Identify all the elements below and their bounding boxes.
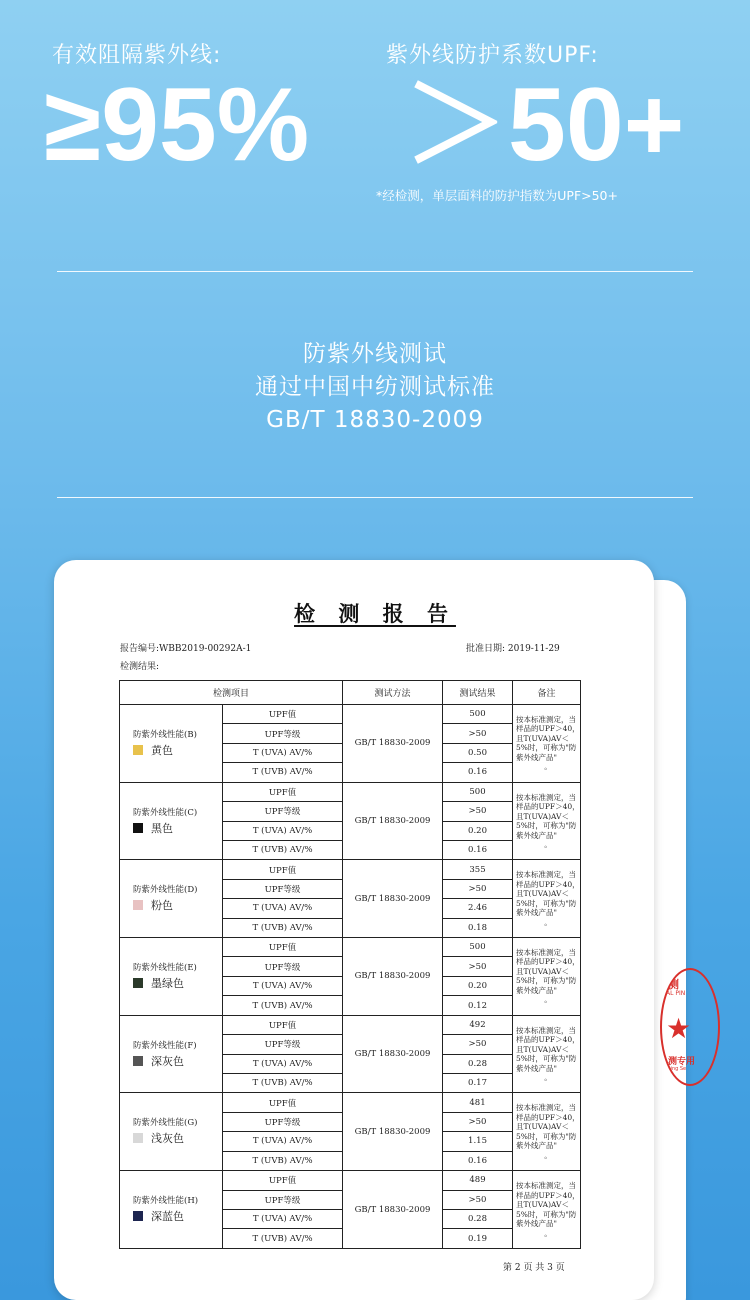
color-swatch bbox=[133, 1056, 143, 1066]
test-result: >50 bbox=[443, 879, 513, 898]
test-result: 492 bbox=[443, 1015, 513, 1034]
table-row bbox=[120, 1093, 581, 1112]
color-swatch bbox=[133, 1211, 143, 1221]
sub-item: T (UVB) AV/% bbox=[223, 763, 343, 782]
color-name: 黑色 bbox=[151, 821, 173, 835]
test-result: 489 bbox=[443, 1171, 513, 1190]
table-row bbox=[120, 860, 581, 879]
color-name: 墨绿色 bbox=[151, 976, 184, 990]
remark-cell bbox=[513, 938, 581, 1016]
page-number: 第 2 页 共 3 页 bbox=[503, 1263, 565, 1273]
color-name: 浅灰色 bbox=[151, 1132, 184, 1146]
test-result: 0.16 bbox=[443, 1151, 513, 1170]
sub-item: UPF值 bbox=[223, 1093, 343, 1112]
test-result: 500 bbox=[443, 938, 513, 957]
test-result: >50 bbox=[443, 1112, 513, 1131]
remark-tail: 。 bbox=[544, 762, 552, 772]
table-row bbox=[120, 1171, 581, 1190]
star-icon: ★ bbox=[666, 1012, 692, 1045]
sample-label: 防紫外线性能(D) bbox=[133, 885, 198, 896]
red-seal-stamp: 测 AL PIN ★ 测专用 sting Se bbox=[660, 968, 720, 1086]
test-result: 0.19 bbox=[443, 1229, 513, 1249]
report-title: 检 测 报 告 bbox=[294, 601, 456, 626]
report-date: 批准日期: 2019-11-29 bbox=[466, 644, 560, 654]
remark-tail: 。 bbox=[544, 1228, 552, 1238]
sub-item: UPF值 bbox=[223, 1171, 343, 1190]
remark-cell bbox=[513, 705, 581, 783]
header-method: 测试方法 bbox=[343, 681, 443, 705]
test-standard: 通过中国中纺测试标准 bbox=[255, 374, 495, 400]
uv-block-label: 有效阻隔紫外线: bbox=[52, 43, 222, 68]
remark-tail: 。 bbox=[544, 917, 552, 927]
sample-label-cell bbox=[120, 938, 223, 1016]
test-result: 0.17 bbox=[443, 1074, 513, 1093]
upf-label: 紫外线防护系数UPF: bbox=[386, 43, 599, 68]
sub-item: UPF值 bbox=[223, 1015, 343, 1034]
color-name: 深蓝色 bbox=[151, 1210, 184, 1224]
sub-item: T (UVB) AV/% bbox=[223, 918, 343, 937]
uv-block-value: ≥95% bbox=[44, 67, 310, 183]
test-result: 500 bbox=[443, 705, 513, 724]
test-result: 0.50 bbox=[443, 743, 513, 762]
sub-item: UPF值 bbox=[223, 860, 343, 879]
divider-bottom bbox=[57, 497, 693, 498]
header-item: 检测项目 bbox=[120, 681, 343, 705]
test-method: GB/T 18830-2009 bbox=[343, 705, 443, 783]
sample-label: 防紫外线性能(H) bbox=[133, 1196, 199, 1207]
test-method: GB/T 18830-2009 bbox=[343, 938, 443, 1016]
result-label: 检测结果: bbox=[120, 662, 160, 672]
sub-item: T (UVA) AV/% bbox=[223, 1132, 343, 1151]
sample-label: 防紫外线性能(C) bbox=[133, 807, 198, 818]
sub-item: UPF值 bbox=[223, 938, 343, 957]
remark-tail: 。 bbox=[544, 840, 552, 850]
sample-label-cell bbox=[120, 1093, 223, 1171]
remark-text: 按本标准测定，当样品的UPF＞40，且T(UVA)AV＜5%时，可称为"防紫外线产品" bbox=[516, 1103, 580, 1151]
test-result: >50 bbox=[443, 957, 513, 976]
sub-item: T (UVA) AV/% bbox=[223, 743, 343, 762]
test-result: 0.20 bbox=[443, 821, 513, 840]
test-result: 0.20 bbox=[443, 976, 513, 995]
sub-item: T (UVB) AV/% bbox=[223, 840, 343, 859]
remark-cell bbox=[513, 1093, 581, 1171]
test-method: GB/T 18830-2009 bbox=[343, 860, 443, 938]
test-result: 0.18 bbox=[443, 918, 513, 937]
remark-text: 按本标准测定，当样品的UPF＞40，且T(UVA)AV＜5%时，可称为"防紫外线产品" bbox=[516, 792, 580, 840]
sub-item: T (UVA) AV/% bbox=[223, 821, 343, 840]
test-method: GB/T 18830-2009 bbox=[343, 1171, 443, 1249]
sub-item: UPF等级 bbox=[223, 957, 343, 976]
test-result: 481 bbox=[443, 1093, 513, 1112]
sub-item: T (UVA) AV/% bbox=[223, 1209, 343, 1228]
test-result: 0.16 bbox=[443, 763, 513, 782]
color-name: 深灰色 bbox=[151, 1054, 184, 1068]
sub-item: UPF等级 bbox=[223, 1190, 343, 1209]
sub-item: T (UVA) AV/% bbox=[223, 899, 343, 918]
test-method: GB/T 18830-2009 bbox=[343, 782, 443, 860]
test-result: 0.28 bbox=[443, 1209, 513, 1228]
test-code: GB/T 18830-2009 bbox=[266, 407, 484, 433]
remark-cell bbox=[513, 860, 581, 938]
test-title: 防紫外线测试 bbox=[303, 341, 447, 367]
color-swatch bbox=[133, 900, 143, 910]
remark-text: 按本标准测定，当样品的UPF＞40，且T(UVA)AV＜5%时，可称为"防紫外线产品" bbox=[516, 870, 580, 918]
sub-item: T (UVB) AV/% bbox=[223, 1074, 343, 1093]
color-swatch bbox=[133, 745, 143, 755]
report-number: 报告编号:WBB2019-00292A-1 bbox=[120, 644, 252, 654]
remark-tail: 。 bbox=[544, 995, 552, 1005]
color-name: 黄色 bbox=[151, 743, 173, 757]
color-name: 粉色 bbox=[151, 899, 173, 913]
sub-item: T (UVB) AV/% bbox=[223, 1229, 343, 1249]
test-method: GB/T 18830-2009 bbox=[343, 1015, 443, 1093]
sub-item: UPF等级 bbox=[223, 802, 343, 821]
remark-tail: 。 bbox=[544, 1073, 552, 1083]
sample-label-cell bbox=[120, 705, 223, 783]
remark-text: 按本标准测定，当样品的UPF＞40，且T(UVA)AV＜5%时，可称为"防紫外线产品" bbox=[516, 1181, 580, 1229]
test-result: 500 bbox=[443, 782, 513, 801]
sample-label-cell bbox=[120, 860, 223, 938]
color-swatch bbox=[133, 978, 143, 988]
test-result: 355 bbox=[443, 860, 513, 879]
sub-item: UPF等级 bbox=[223, 879, 343, 898]
test-result: 0.12 bbox=[443, 996, 513, 1015]
remark-text: 按本标准测定，当样品的UPF＞40，且T(UVA)AV＜5%时，可称为"防紫外线产品" bbox=[516, 714, 580, 762]
remark-cell bbox=[513, 1171, 581, 1249]
sub-item: UPF等级 bbox=[223, 1035, 343, 1054]
table-row bbox=[120, 782, 581, 801]
remark-tail: 。 bbox=[544, 1150, 552, 1160]
sub-item: UPF值 bbox=[223, 782, 343, 801]
test-result: >50 bbox=[443, 802, 513, 821]
test-result: >50 bbox=[443, 1035, 513, 1054]
sub-item: UPF值 bbox=[223, 705, 343, 724]
sample-label: 防紫外线性能(F) bbox=[133, 1040, 197, 1051]
remark-cell bbox=[513, 1015, 581, 1093]
test-standard-block bbox=[0, 338, 750, 437]
remark-text: 按本标准测定，当样品的UPF＞40，且T(UVA)AV＜5%时，可称为"防紫外线产品" bbox=[516, 1025, 580, 1073]
table-header-row bbox=[120, 681, 581, 705]
test-result: 2.46 bbox=[443, 899, 513, 918]
sample-label: 防紫外线性能(G) bbox=[133, 1118, 198, 1129]
remark-text: 按本标准测定，当样品的UPF＞40，且T(UVA)AV＜5%时，可称为"防紫外线产品" bbox=[516, 947, 580, 995]
upf-value: ＞50+ bbox=[404, 67, 685, 183]
test-result: >50 bbox=[443, 1190, 513, 1209]
sub-item: T (UVB) AV/% bbox=[223, 996, 343, 1015]
sub-item: T (UVA) AV/% bbox=[223, 976, 343, 995]
sub-item: T (UVB) AV/% bbox=[223, 1151, 343, 1170]
test-result: 1.15 bbox=[443, 1132, 513, 1151]
sample-label: 防紫外线性能(E) bbox=[133, 962, 197, 973]
remark-cell bbox=[513, 782, 581, 860]
table-row bbox=[120, 705, 581, 724]
sample-label-cell bbox=[120, 1171, 223, 1249]
upf-note: *经检测，单层面料的防护指数为UPF>50+ bbox=[376, 188, 618, 203]
header-result: 测试结果 bbox=[443, 681, 513, 705]
sample-label: 防紫外线性能(B) bbox=[133, 729, 197, 740]
sample-label-cell bbox=[120, 1015, 223, 1093]
table-row bbox=[120, 938, 581, 957]
color-swatch bbox=[133, 1133, 143, 1143]
header-remark: 备注 bbox=[513, 681, 581, 705]
table-row bbox=[120, 1015, 581, 1034]
test-method: GB/T 18830-2009 bbox=[343, 1093, 443, 1171]
sub-item: T (UVA) AV/% bbox=[223, 1054, 343, 1073]
report-table bbox=[119, 680, 581, 1249]
sample-label-cell bbox=[120, 782, 223, 860]
test-result: 0.16 bbox=[443, 840, 513, 859]
sub-item: UPF等级 bbox=[223, 1112, 343, 1131]
sub-item: UPF等级 bbox=[223, 724, 343, 743]
divider-top bbox=[57, 271, 693, 272]
test-result: 0.28 bbox=[443, 1054, 513, 1073]
color-swatch bbox=[133, 823, 143, 833]
test-result: >50 bbox=[443, 724, 513, 743]
